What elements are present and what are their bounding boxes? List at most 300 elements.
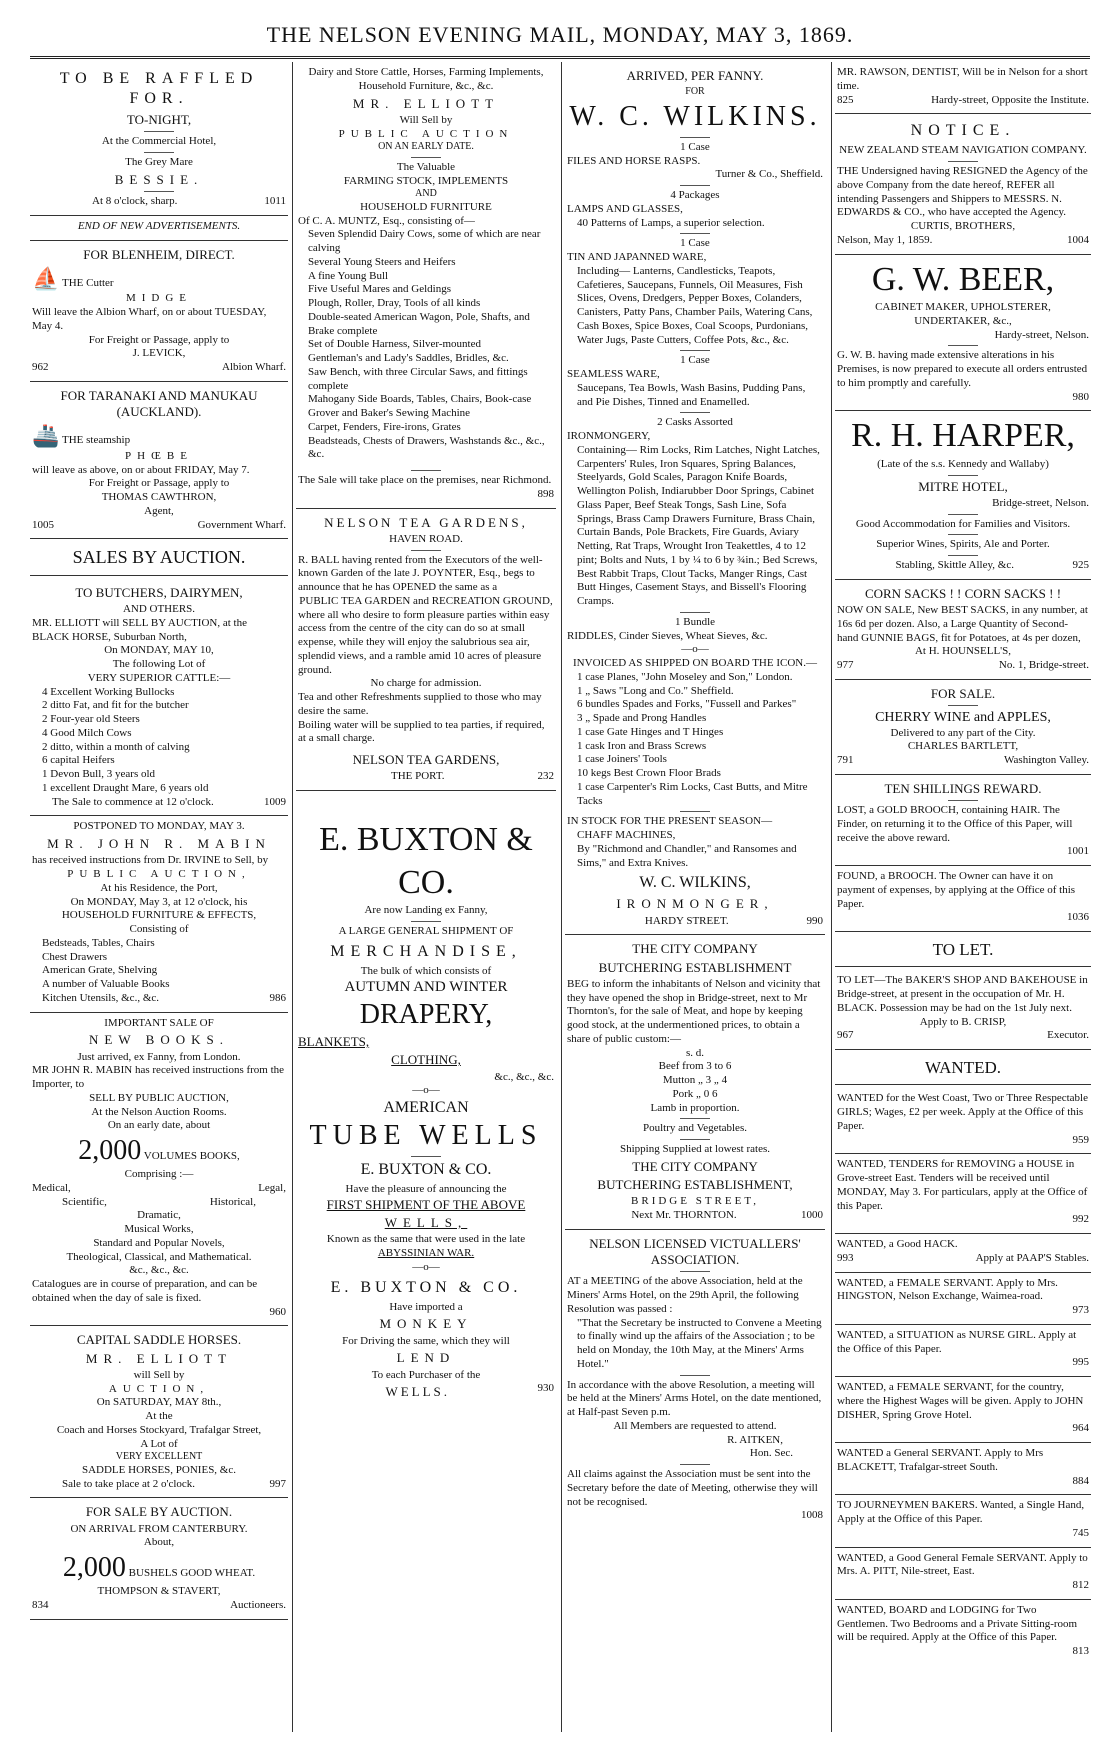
ad-wanted <box>835 1443 1091 1495</box>
list-item: A number of Valuable Books <box>42 978 170 990</box>
ad-number: 967 <box>837 1029 854 1042</box>
ad-saddle <box>30 1326 288 1498</box>
column-divider <box>292 62 293 1732</box>
column-3 <box>565 62 825 1732</box>
ad-text: CHERRY WINE and APPLES, <box>875 710 1051 725</box>
ad-number: 995 <box>1072 1356 1089 1369</box>
ad-name: W. C. WILKINS. <box>569 100 821 132</box>
ad-text: ABYSSINIAN WAR. <box>377 1247 475 1259</box>
separator: —o— <box>681 643 709 656</box>
section-title: LAMPS AND GLASSES, <box>567 202 683 215</box>
ad-text: Stabling, Skittle Alley, &c. <box>895 559 1014 571</box>
ad-text: A LARGE GENERAL SHIPMENT OF <box>338 924 514 937</box>
ad-number: 997 <box>269 1477 286 1490</box>
separator: —o— <box>412 1260 440 1273</box>
ad-wanted <box>835 1154 1091 1234</box>
section-head: 4 Packages <box>670 189 720 201</box>
ad-text: BLANKETS, <box>298 1034 370 1049</box>
ad-number: 925 <box>1072 559 1089 571</box>
section-body: Saucepans, Tea Bowls, Wash Basins, Pudding Pans, and Pie Dishes, Tinned and Enamelled. <box>577 381 806 408</box>
ad-number: 812 <box>1072 1579 1089 1591</box>
ad-text: where all who desire to form pleasure parties within easy access from the centre of the city can do so at small expense, while they will enjoy the salubrious sea air, splendid views, and a ramble amid 10 acres of pleasure ground. <box>298 608 550 676</box>
ad-text: Consisting of <box>129 923 189 935</box>
ad-text: For Driving the same, which they will <box>342 1334 510 1347</box>
section-body: Cinder Sieves, Wheat Sieves, &c. <box>618 629 768 642</box>
column-divider <box>561 62 562 1732</box>
ad-text: &c., &c., &c. <box>494 1070 554 1083</box>
list-item: American Grate, Shelving <box>42 964 158 977</box>
ad-sig: CURTIS, BROTHERS, <box>910 220 1016 232</box>
ad-text: Shipping Supplied at lowest rates. <box>619 1143 770 1155</box>
ad-text: Have the pleasure of announcing the <box>345 1183 507 1195</box>
ad-forsale-cherry <box>835 680 1091 775</box>
section-heading: WANTED. <box>835 1053 1091 1085</box>
ad-text: has received instructions from Dr. IRVINE to Sell, by <box>32 854 269 867</box>
ad-text: NOW ON SALE, New BEST SACKS, in any number, at 16s 6d per dozen. Also, a Large Quantity of Second-hand GUNNIE BAGS, fit for Potatoes, at 4s per dozen, <box>837 604 1088 644</box>
ad-number: 791 <box>837 754 854 766</box>
ad-title: IMPORTANT SALE OF <box>104 1016 214 1029</box>
ad-blenheim <box>30 241 288 382</box>
ad-text: AT a MEETING of the above Association, held at the Miners' Arms Hotel, on the 29th April, the following Resolution was passed : <box>567 1275 803 1315</box>
ad-text: Apply to B. CRISP, <box>919 1015 1007 1028</box>
ad-text: Boiling water will be supplied to tea parties, if required, at a small charge. <box>298 718 545 745</box>
ad-wanted <box>835 1548 1091 1600</box>
ad-text: To each Purchaser of the <box>371 1368 481 1381</box>
ad-text: WELLS. <box>385 1384 451 1400</box>
ad-number: 962 <box>32 361 49 373</box>
ad-text: The Valuable <box>396 160 456 173</box>
section-head: 1 Case <box>680 354 710 367</box>
ad-sub: BUTCHERING ESTABLISHMENT <box>598 959 792 975</box>
ad-harper <box>835 411 1091 580</box>
ad-title: FOR SALE. <box>930 685 996 701</box>
ad-sig: NELSON TEA GARDENS, <box>352 752 500 767</box>
ad-sub: NEW ZEALAND STEAM NAVIGATION COMPANY. <box>839 144 1087 157</box>
ad-sig: R. AITKEN, <box>727 1433 783 1446</box>
ad-number: 977 <box>837 659 854 671</box>
ad-text: WANTED a General SERVANT. Apply to Mrs BLACKETT, Trafalgar-street South. <box>837 1447 1044 1473</box>
ad-text: VERY SUPERIOR CATTLE:— <box>87 671 231 684</box>
list-item: Plough, Roller, Dray, Tools of all kinds <box>308 297 481 309</box>
ad-number: 898 <box>537 487 554 500</box>
ad-number: 960 <box>269 1305 286 1318</box>
list-item: 10 kegs Best Crown Floor Brads <box>577 767 721 779</box>
masthead-rule <box>30 56 1090 59</box>
ad-number: 834 <box>32 1598 49 1611</box>
ad-postponed <box>30 816 288 1012</box>
ad-text: MITRE HOTEL, <box>918 478 1008 494</box>
ad-corn-sacks <box>835 580 1091 680</box>
ad-text: TUBE WELLS <box>309 1120 543 1151</box>
masthead: THE NELSON EVENING MAIL, MONDAY, MAY 3, 1869. <box>266 22 854 47</box>
ad-text: SADDLE HORSES, PONIES, &c. <box>81 1463 236 1476</box>
section-heading: TO LET. <box>835 935 1091 967</box>
section-body: Turner & Co., Sheffield. <box>715 168 823 181</box>
ad-number: 745 <box>1072 1526 1089 1539</box>
list-item: 1 Devon Bull, 3 years old <box>42 768 156 780</box>
ad-text: For Freight or Passage, apply to <box>88 333 230 346</box>
ad-raffle <box>30 62 288 216</box>
ad-number: 825 <box>837 93 854 106</box>
ad-number: 1001 <box>1067 845 1089 858</box>
ad-text: TO JOURNEYMEN BAKERS. Wanted, a Single Hand, Apply at the Office of this Paper. <box>837 1499 1085 1525</box>
ad-text: INVOICED AS SHIPPED ON BOARD THE ICON.— <box>573 657 817 669</box>
ad-name: E. BUXTON & CO. <box>319 821 533 901</box>
column-2 <box>296 62 556 1732</box>
ad-text: MR JOHN R. MABIN has received instructions from the Importer, to <box>32 1064 285 1090</box>
section-heading: SALES BY AUCTION. <box>30 542 288 576</box>
list-item: Musical Works, <box>124 1223 194 1235</box>
ad-text: R. BALL having rented from the Executors of the well-known Garden of the late J. POYNTER, Esq., begs to announce that he has OPENED the same as a <box>298 553 543 593</box>
list-item: 2 ditto, within a month of calving <box>42 740 190 753</box>
ad-buxton <box>296 791 556 1409</box>
ad-text: At his Residence, the Port, <box>100 881 218 894</box>
ad-dairy <box>296 62 556 509</box>
book-count: 2,000 <box>78 1135 142 1166</box>
ad-text: Sale to take place at 2 o'clock. <box>62 1477 196 1490</box>
ad-tolet <box>835 970 1091 1050</box>
ad-text: Comprising :— <box>124 1168 194 1180</box>
ad-text: All Members are requested to attend. <box>613 1419 777 1432</box>
list-item: 1 case Joiners' Tools <box>577 753 667 766</box>
wheat-count: 2,000 <box>62 1552 126 1583</box>
ad-text: HOUSEHOLD FURNITURE & EFFECTS, <box>61 909 257 922</box>
list-item: 1 excellent Draught Mare, 6 years old <box>42 781 209 794</box>
list-item: 6 bundles Spades and Forks, "Fussell and Parkes" <box>577 698 797 711</box>
ad-text: WANTED, a FEMALE SERVANT, for the country, where the Highest Wages will be given. Apply to JOHN DISHER, Spring Grove Hotel. <box>837 1381 1084 1421</box>
ad-title: FOR TARANAKI AND MANUKAU (AUCKLAND). <box>60 387 258 419</box>
ad-text: THE PORT. <box>390 770 445 783</box>
ad-text: WANTED, a Good General Female SERVANT. Apply to Mrs. A. PITT, Nile-street, East. <box>837 1551 1088 1578</box>
ad-text: At the Nelson Auction Rooms. <box>91 1105 227 1118</box>
ad-text: PUBLIC AUCTION <box>338 127 514 140</box>
ad-text: will leave as above, on or about FRIDAY, May 7. <box>32 463 250 476</box>
list-item: &c., &c., &c. <box>129 1264 189 1277</box>
ad-text: CHAFF MACHINES, <box>577 829 676 841</box>
ad-sig: CHARLES BARTLETT, <box>907 740 1019 753</box>
ad-text: (Late of the s.s. Kennedy and Wallaby) <box>877 457 1049 470</box>
ad-address: Albion Wharf. <box>222 361 286 373</box>
ad-text: Good Accommodation for Families and Visitors. <box>855 517 1071 530</box>
ad-wanted <box>835 1088 1091 1154</box>
ad-text: No charge for admission. <box>370 677 482 690</box>
ad-text: DRAPERY, <box>359 999 493 1030</box>
ad-number: 964 <box>1072 1422 1089 1435</box>
ship-icon: ⛵ <box>32 265 60 291</box>
section-head: 1 Case <box>680 237 710 250</box>
ad-city-company <box>565 935 825 1230</box>
ad-text: SELL BY PUBLIC AUCTION, <box>89 1091 229 1104</box>
ad-text: WANTED, a FEMALE SERVANT. Apply to Mrs. HINGSTON, Nelson Exchange, Waimea-road. <box>837 1276 1058 1303</box>
ad-taranaki <box>30 382 288 540</box>
ad-number: 884 <box>1072 1474 1089 1487</box>
ad-text: THE steamship <box>61 434 131 447</box>
ad-text: WANTED for the West Coast, Two or Three Respectable GIRLS; Wages, £2 per week. Apply at the Office of this Paper. <box>837 1092 1088 1132</box>
list-item: Saw Bench, with three Circular Saws, and fittings complete <box>308 365 528 392</box>
ad-text: The bulk of which consists of <box>360 964 492 977</box>
ad-text: Have imported a <box>389 1300 463 1313</box>
ad-date: On MONDAY, MAY 10, <box>104 644 214 657</box>
ad-text: THE Cutter <box>61 276 114 289</box>
ad-address: HARDY STREET. <box>644 914 729 927</box>
list-item: 2 ditto Fat, and fit for the butcher <box>42 699 189 712</box>
ad-number: 993 <box>837 1251 854 1264</box>
ad-text: By "Richmond and Chandler," and Ransomes and Sims," and Extra Knives. <box>577 842 797 869</box>
list-item: Historical, <box>209 1195 256 1208</box>
ad-title: FOR BLENHEIM, DIRECT. <box>83 246 235 262</box>
ad-name: NEW BOOKS. <box>89 1032 229 1048</box>
ad-text: Just arrived, ex Fanny, from London. <box>77 1050 241 1063</box>
ad-address: Hardy-street, Opposite the Institute. <box>931 93 1089 106</box>
ad-butchers <box>30 579 288 817</box>
ad-text: Will leave the Albion Wharf, on or about TUESDAY, May 4. <box>32 306 267 332</box>
ad-text: VOLUMES BOOKS, <box>143 1150 240 1162</box>
ad-wanted <box>835 1495 1091 1547</box>
ad-text: LEND <box>396 1350 456 1366</box>
ad-text: At the Commercial Hotel, <box>101 135 217 148</box>
ad-title: TO BE RAFFLED FOR. <box>59 70 259 107</box>
ad-text: The Sale will take place on the premises, near Richmond. <box>298 474 552 486</box>
ad-number: 232 <box>537 770 554 783</box>
ad-text: At H. HOUNSELL'S, <box>914 645 1012 658</box>
list-item: Scientific, <box>62 1195 107 1208</box>
ad-name: MR. ELLIOTT <box>352 95 500 111</box>
ad-text: Apply at PAAP'S Stables. <box>975 1251 1089 1264</box>
ad-title: CORN SACKS ! ! CORN SACKS ! ! <box>864 585 1062 601</box>
ad-title: FOR SALE BY AUCTION. <box>85 1504 233 1520</box>
ad-name: MR. JOHN R. MABIN <box>47 836 271 851</box>
list-item: 1 case Carpenter's Rim Locks, Cast Butts, and Mitre Tacks <box>577 780 808 807</box>
ad-text: MR. RAWSON, DENTIST, Will be in Nelson for a short time. <box>837 66 1088 92</box>
ad-sub: TO-NIGHT, <box>126 112 192 127</box>
ad-text: MERCHANDISE, <box>330 942 522 960</box>
ad-text: VERY EXCELLENT <box>115 1451 203 1463</box>
ad-title: POSTPONED TO MONDAY, MAY 3. <box>73 820 245 833</box>
list-item: Set of Double Harness, Silver-mounted <box>308 338 481 351</box>
ad-text: Delivered to any part of the City. <box>890 726 1036 739</box>
list-item: Several Young Steers and Heifers <box>308 255 456 268</box>
ad-text: THOMPSON & STAVERT, <box>97 1585 221 1597</box>
ad-agent: THOMAS CAWTHRON, <box>101 491 217 503</box>
ad-text: Tea and other Refreshments supplied to those who may desire the same. <box>298 691 542 717</box>
ad-date: ON AN EARLY DATE. <box>378 141 474 153</box>
ad-number: 930 <box>537 1382 554 1395</box>
list-item: 6 capital Heifers <box>42 754 115 767</box>
ad-text: WANTED, a SITUATION as NURSE GIRL. Apply at the Office of this Paper. <box>837 1328 1077 1355</box>
ad-text: HOUSEHOLD FURNITURE <box>360 200 492 213</box>
ad-title: CAPITAL SADDLE HORSES. <box>76 1332 242 1348</box>
list-item: Legal, <box>258 1181 286 1194</box>
ad-text: Auctioneers. <box>230 1598 286 1611</box>
ad-text: For Freight or Passage, apply to <box>88 477 230 490</box>
ship-name: MIDGE <box>125 292 193 305</box>
ad-text: AND <box>415 188 437 200</box>
section-body: 40 Patterns of Lamps, a superior selection. <box>577 216 765 229</box>
ad-text: ON ARRIVAL FROM CANTERBURY. <box>70 1522 248 1535</box>
ad-text: PUBLIC AUCTION, <box>67 868 251 880</box>
ad-text: The Sale to commence at 12 o'clock. <box>52 795 214 808</box>
ad-beer <box>835 255 1091 412</box>
ad-number: 1009 <box>264 795 286 808</box>
ad-text: Of C. A. MUNTZ, Esq., consisting of— <box>298 214 475 227</box>
ad-text: will Sell by <box>133 1368 185 1381</box>
ad-number: 959 <box>1072 1133 1089 1146</box>
steamship-icon: 🚢 <box>32 423 60 449</box>
price-row: Pork „ 0 6 <box>672 1087 718 1100</box>
ad-sub: HAVEN ROAD. <box>389 532 463 545</box>
ad-name: E. BUXTON & CO. <box>330 1278 522 1296</box>
ad-text: FOUND, a BROOCH. The Owner can have it on payment of expenses, by applying at the Office of this Paper. <box>837 870 1076 910</box>
list-item: Kitchen Utensils, &c., &c. <box>42 991 160 1004</box>
list-item: Grover and Baker's Sewing Machine <box>308 407 471 419</box>
ad-text: Executor. <box>1047 1029 1089 1042</box>
ad-text: WANTED, a Good HACK. <box>837 1238 958 1250</box>
ad-text: BEG to inform the inhabitants of Nelson and vicinity that they have opened the shop in Bridge-street, next to Mr Thornton's, for the sale of Meat, and hope by keeping good stock, at the undermentioned prices, to obtain a share of public custom:— <box>567 977 821 1045</box>
ad-text: Are now Landing ex Fanny, <box>364 904 488 916</box>
list-item: 4 Excellent Working Bullocks <box>42 685 175 698</box>
ad-text: FOR <box>685 86 705 98</box>
list-item: Five Useful Mares and Geldings <box>308 283 451 296</box>
ad-sub: AND OTHERS. <box>122 603 196 615</box>
ad-text: The Grey Mare <box>125 156 193 168</box>
section-title: IRONMONGERY, <box>567 430 651 442</box>
ad-number: 1036 <box>1067 911 1089 924</box>
ad-tea-gardens <box>296 509 556 792</box>
list-item: Mahogany Side Boards, Tables, Chairs, Book-case <box>308 393 532 406</box>
ad-number: 1004 <box>1067 233 1089 246</box>
ad-text: THE Undersigned having RESIGNED the Agency of the above Company from the date hereof, REFER all intending Passengers and Shippers to MESSRS. N. EDWARDS & CO., who have accepted the Agency. <box>837 165 1088 219</box>
ad-number: 1005 <box>32 518 54 531</box>
ad-title: NELSON LICENSED VICTUALLERS' ASSOCIATION. <box>589 1235 801 1267</box>
ad-title: TEN SHILLINGS REWARD. <box>884 780 1042 796</box>
ad-name: MR. ELLIOTT <box>85 1350 233 1366</box>
column-1 <box>30 62 288 1732</box>
ad-title: NELSON TEA GARDENS, <box>324 514 528 530</box>
ad-date: Nelson, May 1, 1859. <box>837 233 933 246</box>
list-item: 1 cask Iron and Brass Screws <box>577 739 707 752</box>
list-item: Standard and Popular Novels, <box>93 1236 225 1249</box>
ad-text: AUCTION, <box>108 1382 210 1395</box>
ad-text: IN STOCK FOR THE PRESENT SEASON— <box>567 815 773 828</box>
list-item: 1 „ Saws "Long and Co." Sheffield. <box>577 684 734 697</box>
ad-number: 980 <box>1072 390 1089 403</box>
ad-number: 813 <box>1072 1645 1089 1657</box>
list-item: Dramatic, <box>137 1209 181 1222</box>
ad-text: Hon. Sec. <box>749 1447 793 1460</box>
ad-sig: BUTCHERING ESTABLISHMENT, <box>597 1177 793 1192</box>
ad-text: About, <box>143 1536 175 1549</box>
section-title: RIDDLES, <box>567 629 617 642</box>
ad-text: All claims against the Association must be sent into the Secretary before the date of Meeting, otherwise they will not be recognised. <box>567 1468 818 1508</box>
ad-wilkins <box>565 62 825 935</box>
section-title: FILES AND HORSE RASPS. <box>567 154 701 167</box>
ad-number: 1008 <box>801 1509 823 1522</box>
ad-wanted <box>835 1234 1091 1273</box>
ad-address: Bridge-street, Nelson. <box>992 496 1089 509</box>
ad-text: Next Mr. THORNTON. <box>631 1209 737 1221</box>
ad-title: NOTICE. <box>910 122 1016 140</box>
ad-number: 986 <box>269 991 286 1004</box>
column-4 <box>835 62 1091 1732</box>
ad-text: CABINET MAKER, UPHOLSTERER, <box>875 301 1051 313</box>
ad-date: On SATURDAY, MAY 8th., <box>96 1396 222 1409</box>
ad-number: 992 <box>1072 1213 1089 1226</box>
section-body: Including— Lanterns, Candlesticks, Teapots, Cafetieres, Saucepans, Funnels, Oil Measures, Fish Slices, Ovens, Dredgers, Pepper Boxes, Colanders, Canisters, Patty Pans, Chamber Pails, Watering Cans, Cash Boxes, Spice Boxes, Coal Scoops, Purdonians, Water Jugs, Paste Cutters, Coffee Pots, &c., &c. <box>577 264 813 346</box>
ad-text: WANTED, TENDERS for REMOVING a HOUSE in Grove-street East. Tenders will be received until MONDAY, May 3. For particulars, apply at the Office of this Paper. <box>837 1158 1088 1212</box>
list-item: 1 case Planes, "John Moseley and Son," London. <box>577 670 793 683</box>
ad-text: G. W. B. having made extensive alterations in his Premises, is now prepared to execute all orders entrusted to him promptly and carefully. <box>837 349 1088 389</box>
ad-notice <box>835 114 1091 254</box>
section-title: SEAMLESS WARE, <box>567 368 660 380</box>
list-item: A fine Young Bull <box>308 269 389 282</box>
ad-wanted <box>835 1325 1091 1377</box>
ad-text: Superior Wines, Spirits, Ale and Porter. <box>876 538 1050 551</box>
list-item: 3 „ Spade and Prong Handles <box>577 712 707 724</box>
ad-address: Government Wharf. <box>197 518 286 531</box>
ad-text: BUSHELS GOOD WHEAT. <box>128 1567 256 1579</box>
ad-text: Catalogues are in course of preparation, and can be obtained when the day of sale is fixed. <box>32 1278 258 1304</box>
section-head: 2 Casks Assorted <box>657 416 733 429</box>
ship-name: PHŒBE <box>125 449 193 462</box>
ad-text: MR. ELLIOTT will SELL BY AUCTION, at the BLACK HORSE, Suburban North, <box>32 616 247 643</box>
ad-text: Poultry and Vegetables. <box>643 1122 747 1135</box>
end-of-new-ads: END OF NEW ADVERTISEMENTS. <box>30 216 288 241</box>
list-item: Medical, <box>32 1181 71 1194</box>
price-row: Beef from 3 to 6 <box>658 1060 732 1073</box>
ad-books <box>30 1013 288 1327</box>
ad-number: 990 <box>806 914 823 927</box>
ad-text: Will Sell by <box>399 113 453 126</box>
ad-agent: J. LEVICK, <box>132 347 186 360</box>
price-row: Mutton „ 3 „ 4 <box>662 1074 728 1086</box>
section-head: 1 Case <box>680 140 710 153</box>
section-title: TIN AND JAPANNED WARE, <box>567 251 707 263</box>
ad-address: Washington Valley. <box>1004 754 1089 766</box>
ad-found <box>835 866 1091 932</box>
ad-text: In accordance with the above Resolution, a meeting will be held at the Miners' Arms Hotel, on the date mentioned, at Half-past Seven p.m. <box>567 1378 822 1418</box>
ad-text: WANTED, BOARD and LODGING for Two Gentlemen. Two Bedrooms and a Private Sitting-room will be required. Apply at the Office of this Paper. <box>837 1603 1078 1644</box>
list-item: Bedsteads, Tables, Chairs <box>42 936 155 949</box>
ad-sig: THE CITY COMPANY <box>632 1158 758 1174</box>
ad-address: No. 1, Bridge-street. <box>998 659 1089 671</box>
ad-text: UNDERTAKER, &c., <box>914 314 1012 327</box>
ad-forsale-wheat <box>30 1498 288 1619</box>
list-item: Carpet, Fenders, Fire-irons, Grates <box>308 420 461 433</box>
ad-date: On an early date, about <box>107 1119 211 1132</box>
ad-wanted <box>835 1377 1091 1443</box>
ad-text: FIRST SHIPMENT OF THE ABOVE <box>326 1196 526 1212</box>
ad-text: LOST, a GOLD BROOCH, containing HAIR. The Finder, on returning it to the Office of this Paper, will receive the above reward. <box>837 804 1073 844</box>
list-item: Gentleman's and Lady's Saddles, Bridles, &c. <box>308 352 509 364</box>
ad-text: FARMING STOCK, IMPLEMENTS <box>343 174 509 187</box>
list-item: 1 case Gate Hinges and T Hinges <box>577 725 724 738</box>
section-head: 1 Bundle <box>674 615 716 628</box>
list-item: Double-seated American Wagon, Pole, Shafts, and Brake complete <box>308 310 530 337</box>
ad-wanted <box>835 1273 1091 1325</box>
ad-title: TO BUTCHERS, DAIRYMEN, <box>75 584 243 600</box>
list-item: Beadsteads, Chests of Drawers, Washstands &c., &c., &c. <box>308 434 545 461</box>
list-item: Theological, Classical, and Mathematical. <box>66 1250 252 1263</box>
ad-text: AMERICAN <box>383 1099 469 1116</box>
ad-address: Hardy-street, Nelson. <box>994 328 1089 341</box>
list-item: 2 Four-year old Steers <box>42 713 140 725</box>
ad-date: On MONDAY, May 3, at 12 o'clock, his <box>70 895 248 908</box>
ad-title: ARRIVED, PER FANNY. <box>626 68 764 83</box>
separator: —o— <box>412 1084 440 1097</box>
ad-text: IRONMONGER, <box>616 896 774 912</box>
ad-text: At the <box>145 1410 173 1422</box>
ad-sig: W. C. WILKINS, <box>639 874 751 892</box>
